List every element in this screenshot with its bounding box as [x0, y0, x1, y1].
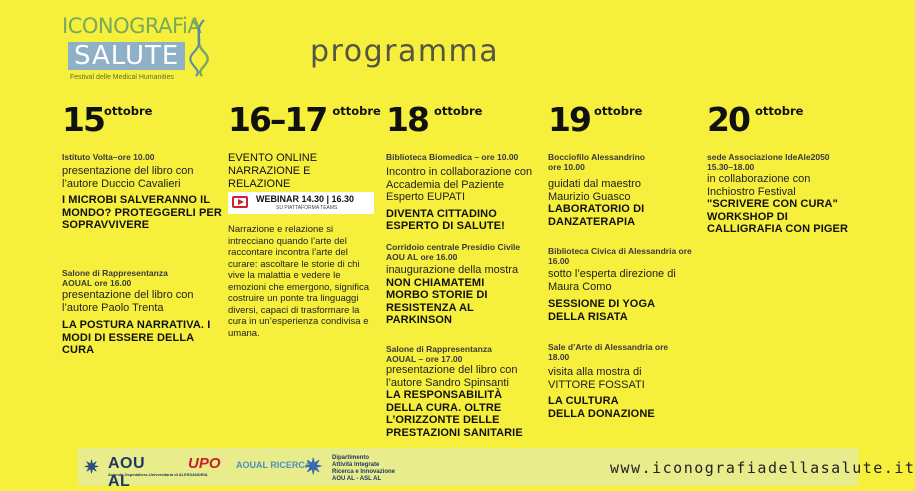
event-venue: Biblioteca Civica di Alessandria ore 16.00 — [548, 246, 692, 266]
event-venue: Istituto Volta–ore 10.00 — [62, 152, 155, 162]
day-month: ottobre — [754, 104, 804, 118]
event-title: "SCRIVERE CON CURA" WORKSHOP DI CALLIGRAFIA CON PIGER — [707, 198, 849, 235]
day-number: 15 — [62, 100, 104, 139]
event-venue: Biblioteca Biomedica – ore 10.00 — [386, 152, 519, 162]
dna-helix-icon — [188, 18, 210, 78]
day-number: 19 — [548, 100, 590, 139]
event-block — [386, 152, 536, 233]
event-title: NON CHIAMATEMI MORBO STORIE DI RESISTENZA AL PARKINSON — [386, 276, 488, 326]
day-column-15 — [62, 100, 222, 356]
event-block — [386, 242, 536, 327]
aoual-ricerca-logo: AOUAL RICERCA — [236, 460, 312, 470]
online-event-heading: EVENTO ONLINE NARRAZIONE E RELAZIONE — [228, 152, 318, 190]
event-venue: Sale d’Arte di Alessandria ore 18.00 — [548, 342, 669, 362]
upo-logo: UPO — [188, 455, 221, 472]
department-text — [332, 455, 395, 483]
star-emblem-icon: ✷ — [84, 457, 100, 477]
event-venue: sede Associazione IdeAle2050 15.30–18.00 — [707, 152, 830, 172]
logo-line2: SALUTE — [68, 42, 185, 70]
day-heading — [707, 100, 857, 146]
video-play-icon — [232, 196, 248, 208]
day-column-16-17 — [228, 100, 381, 339]
day-column-19 — [548, 100, 698, 420]
event-description: Incontro in collaborazione con Accademia del Paziente Esperto EUPATI — [386, 166, 533, 203]
webinar-platform: SU PIATTAFORMA TEAMS — [276, 205, 338, 211]
sponsor-footer — [78, 448, 915, 490]
event-block — [707, 152, 857, 236]
event-venue: Salone di Rappresentanza AOUAL ore 16.00 — [62, 268, 168, 288]
webinar-banner — [228, 192, 374, 214]
webinar-time: WEBINAR 14.30 | 16.30 — [256, 194, 355, 204]
event-block — [548, 152, 698, 228]
festival-logo — [58, 14, 218, 86]
day-heading — [548, 100, 698, 146]
event-description: presentazione del libro con l’autore Paolo Trenta — [62, 289, 194, 314]
aoual-subtitle: Azienda Ospedaliero-Universitaria di ALESSANDRIA — [108, 472, 208, 477]
day-month: ottobre — [593, 104, 643, 118]
logo-tagline: Festival delle Medical Humanities — [70, 74, 174, 81]
event-title: LABORATORIO DI DANZATERAPIA — [548, 203, 645, 228]
day-column-20 — [707, 100, 857, 235]
event-block — [62, 152, 222, 232]
day-heading — [62, 100, 222, 146]
day-number: 16–17 — [228, 100, 327, 139]
event-paragraph: Narrazione e relazione si intrecciano quando l’arte del raccontare incontra l’arte del curare: ascoltare le storie di chi vive la malattia e vedere le emozioni che emergono, significa costruire un ponte tra linguaggi diversi, capaci di trasformare la cura in un’esperienza condivisa e umana. — [228, 224, 369, 339]
event-venue: Bocciofilo Alessandrino ore 10.00 — [548, 152, 645, 172]
event-description: presentazione del libro con l’autore Duccio Cavalieri — [62, 165, 194, 190]
event-block — [62, 268, 222, 357]
event-title: LA RESPONSABILITÀ DELLA CURA. OLTRE L’ORIZZONTE DELLE PRESTAZIONI SANITARIE — [386, 389, 523, 439]
department-line: Ricerca e Innovazione — [332, 469, 396, 475]
event-description: sotto l’esperta direzione di Maura Como — [548, 268, 676, 293]
event-description: in collaborazione con Inchiostro Festival — [707, 173, 811, 198]
event-description: presentazione del libro con l’autore Sandro Spinsanti — [386, 364, 518, 389]
event-description: inaugurazione della mostra — [386, 264, 519, 276]
day-month: ottobre — [433, 104, 483, 118]
website-link[interactable]: www.iconografiadellasalute.it — [610, 459, 915, 477]
event-title: LA POSTURA NARRATIVA. I MODI DI ESSERE DELLA CURA — [62, 319, 211, 356]
day-heading — [386, 100, 536, 146]
star-emblem-icon: ✷ — [304, 454, 323, 479]
event-block — [548, 246, 698, 323]
day-heading — [228, 100, 381, 146]
event-description: visita alla mostra di VITTORE FOSSATI — [548, 366, 645, 391]
day-number: 18 — [386, 100, 428, 139]
department-line: AOU AL - ASL AL — [332, 476, 382, 482]
event-block — [548, 342, 698, 420]
day-month: ottobre — [332, 104, 381, 118]
day-month: ottobre — [103, 104, 153, 118]
event-venue: Salone di Rappresentanza AOUAL – ore 17.00 — [386, 344, 492, 364]
day-number: 20 — [707, 100, 749, 139]
event-description: guidati dal maestro Maurizio Guasco — [548, 178, 641, 203]
day-column-18 — [386, 100, 536, 439]
department-line: Dipartimento — [332, 455, 370, 461]
event-title: DIVENTA CITTADINO ESPERTO DI SALUTE! — [386, 207, 505, 232]
department-line: Attività Integrate — [332, 462, 380, 468]
event-title: I MICROBI SALVERANNO IL MONDO? PROTEGGERLI PER SOPRAVVIVERE — [62, 194, 222, 231]
event-venue: Corridoio centrale Presidio Civile AOU AL ore 16.00 — [386, 242, 521, 262]
event-title: SESSIONE DI YOGA DELLA RISATA — [548, 298, 655, 323]
event-block — [386, 344, 536, 439]
page-title: programma — [310, 34, 500, 69]
aoual-name: AOU AL — [108, 455, 146, 490]
event-title: LA CULTURA DELLA DONAZIONE — [548, 395, 655, 420]
logo-line1: ICONOGRAFiA — [62, 14, 202, 38]
